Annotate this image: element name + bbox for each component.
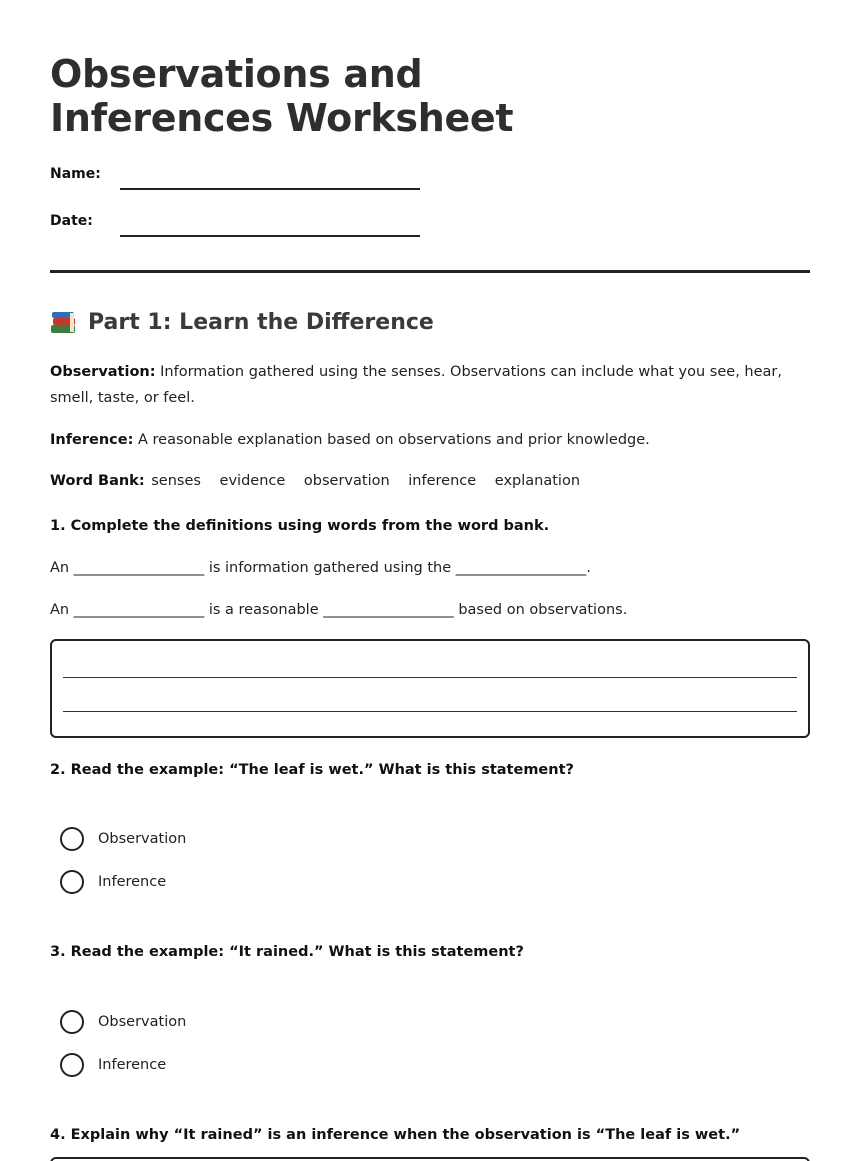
question-2-option-observation[interactable]	[60, 826, 186, 852]
radio-button[interactable]	[60, 827, 84, 851]
radio-label: Inference	[98, 1057, 167, 1073]
observation-def-text: Information gathered using the senses. Observations can include what you see, hear, smell, taste, or feel.	[50, 364, 782, 406]
radio-label: Inference	[98, 874, 167, 890]
question-2-prompt: 2. Read the example: “The leaf is wet.” What is this statement?	[50, 762, 574, 778]
section-heading-text: Part 1: Learn the Difference	[88, 310, 434, 335]
observation-definition	[50, 359, 810, 411]
question-1-answer-box[interactable]	[50, 639, 810, 738]
question-4-prompt: 4. Explain why “It rained” is an inference when the observation is “The leaf is wet.”	[50, 1127, 741, 1143]
section-heading-part1	[50, 310, 434, 335]
word-bank-item: evidence	[219, 473, 286, 489]
observation-term: Observation:	[50, 364, 156, 380]
name-field-row	[50, 166, 470, 190]
answer-line	[63, 677, 797, 678]
word-bank-item: explanation	[494, 473, 581, 489]
date-label: Date:	[50, 213, 93, 229]
radio-button[interactable]	[60, 870, 84, 894]
answer-line	[63, 711, 797, 712]
radio-button[interactable]	[60, 1010, 84, 1034]
date-field-row	[50, 213, 470, 237]
word-bank-label: Word Bank:	[50, 473, 145, 489]
question-1-sentence-2: An __________________ is a reasonable __________________ based on observations.	[50, 602, 628, 618]
question-3-option-observation[interactable]	[60, 1009, 186, 1035]
word-bank-item: observation	[303, 473, 390, 489]
word-bank-item: inference	[408, 473, 477, 489]
radio-label: Observation	[98, 1014, 187, 1030]
question-3-option-inference[interactable]	[60, 1052, 166, 1078]
books-icon	[50, 311, 76, 335]
radio-button[interactable]	[60, 1053, 84, 1077]
question-1-prompt: 1. Complete the definitions using words from the word bank.	[50, 518, 550, 534]
inference-definition	[50, 427, 810, 453]
word-bank-item: senses	[151, 473, 201, 489]
question-4-answer-box[interactable]	[50, 1157, 810, 1161]
date-field[interactable]	[120, 235, 420, 237]
header-divider	[50, 270, 810, 273]
inference-term: Inference:	[50, 432, 134, 448]
word-bank	[50, 468, 810, 494]
radio-label: Observation	[98, 831, 187, 847]
name-label: Name:	[50, 166, 101, 182]
name-field[interactable]	[120, 188, 420, 190]
question-1-sentence-1: An __________________ is information gathered using the __________________.	[50, 560, 591, 576]
question-2-option-inference[interactable]	[60, 869, 166, 895]
question-3-prompt: 3. Read the example: “It rained.” What is this statement?	[50, 944, 524, 960]
page-title: Observations and Inferences Worksheet	[50, 52, 514, 140]
inference-def-text: A reasonable explanation based on observations and prior knowledge.	[133, 432, 650, 448]
